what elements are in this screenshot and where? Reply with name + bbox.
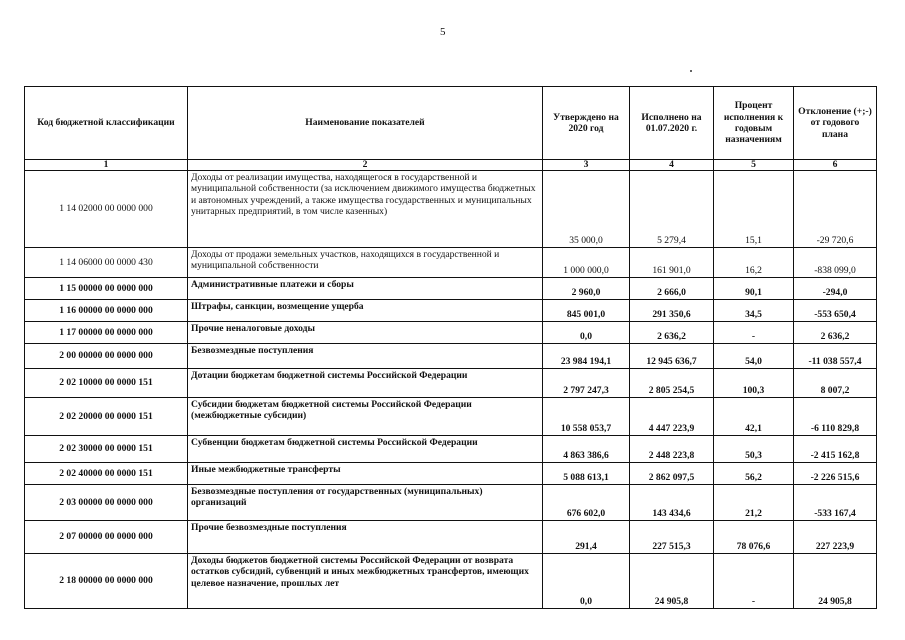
- column-number: 5: [714, 160, 794, 171]
- row-code: 2 02 40000 00 0000 151: [25, 463, 188, 485]
- row-executed: 227 515,3: [630, 521, 714, 554]
- row-percent: 34,5: [714, 300, 794, 322]
- row-executed: 143 434,6: [630, 485, 714, 521]
- row-code: 1 14 02000 00 0000 000: [25, 171, 188, 248]
- row-executed: 4 447 223,9: [630, 398, 714, 436]
- row-approved: 1 000 000,0: [543, 248, 630, 278]
- row-code: 2 07 00000 00 0000 000: [25, 521, 188, 554]
- row-deviation: -553 650,4: [794, 300, 877, 322]
- table-row: [25, 398, 877, 436]
- row-approved: 676 602,0: [543, 485, 630, 521]
- row-percent: 50,3: [714, 436, 794, 463]
- row-name: Доходы от продажи земельных участков, находящихся в государственной и муниципальной собственности: [188, 248, 543, 278]
- row-approved: 5 088 613,1: [543, 463, 630, 485]
- header-executed: Исполнено на 01.07.2020 г.: [630, 87, 714, 160]
- header-row: [25, 87, 877, 160]
- row-code: 1 16 00000 00 0000 000: [25, 300, 188, 322]
- header-code: Код бюджетной классификации: [25, 87, 188, 160]
- column-number: 6: [794, 160, 877, 171]
- table-row: [25, 463, 877, 485]
- row-name: Штрафы, санкции, возмещение ущерба: [188, 300, 543, 322]
- row-deviation: -29 720,6: [794, 171, 877, 248]
- row-code: 2 18 00000 00 0000 000: [25, 554, 188, 609]
- column-number: 3: [543, 160, 630, 171]
- row-name: Субвенции бюджетам бюджетной системы Российской Федерации: [188, 436, 543, 463]
- row-percent: 100,3: [714, 369, 794, 398]
- row-executed: 2 666,0: [630, 278, 714, 300]
- column-number: 1: [25, 160, 188, 171]
- row-code: 1 15 00000 00 0000 000: [25, 278, 188, 300]
- table-row: [25, 369, 877, 398]
- row-name: Безвозмездные поступления: [188, 344, 543, 369]
- row-executed: 291 350,6: [630, 300, 714, 322]
- row-approved: 291,4: [543, 521, 630, 554]
- row-approved: 10 558 053,7: [543, 398, 630, 436]
- header-approved: Утверждено на 2020 год: [543, 87, 630, 160]
- row-code: 2 02 10000 00 0000 151: [25, 369, 188, 398]
- row-deviation: 227 223,9: [794, 521, 877, 554]
- row-deviation: -294,0: [794, 278, 877, 300]
- row-deviation: -6 110 829,8: [794, 398, 877, 436]
- row-executed: 12 945 636,7: [630, 344, 714, 369]
- table-row: [25, 300, 877, 322]
- scan-speck: [690, 70, 692, 72]
- table-row: [25, 554, 877, 609]
- row-name: Административные платежи и сборы: [188, 278, 543, 300]
- row-name: Безвозмездные поступления от государственных (муниципальных) организаций: [188, 485, 543, 521]
- row-name: Иные межбюджетные трансферты: [188, 463, 543, 485]
- column-number-row: [25, 160, 877, 171]
- row-percent: -: [714, 322, 794, 344]
- row-deviation: -2 415 162,8: [794, 436, 877, 463]
- row-executed: 5 279,4: [630, 171, 714, 248]
- row-percent: 15,1: [714, 171, 794, 248]
- row-deviation: -2 226 515,6: [794, 463, 877, 485]
- header-deviation: Отклонение (+;-) от годового плана: [794, 87, 877, 160]
- table-row: [25, 521, 877, 554]
- row-deviation: -533 167,4: [794, 485, 877, 521]
- row-name: Дотации бюджетам бюджетной системы Российской Федерации: [188, 369, 543, 398]
- row-percent: 21,2: [714, 485, 794, 521]
- row-code: 2 02 20000 00 0000 151: [25, 398, 188, 436]
- page-number: 5: [440, 26, 446, 38]
- row-percent: 16,2: [714, 248, 794, 278]
- row-approved: 845 001,0: [543, 300, 630, 322]
- row-deviation: 2 636,2: [794, 322, 877, 344]
- row-percent: 54,0: [714, 344, 794, 369]
- row-name: Доходы бюджетов бюджетной системы Российской Федерации от возврата остатков субсидий, субвенций и иных межбюджетных трансфертов, имеющих целевое назначение, прошлых лет: [188, 554, 543, 609]
- row-approved: 0,0: [543, 322, 630, 344]
- row-code: 2 03 00000 00 0000 000: [25, 485, 188, 521]
- row-code: 1 17 00000 00 0000 000: [25, 322, 188, 344]
- table-row: [25, 171, 877, 248]
- row-executed: 24 905,8: [630, 554, 714, 609]
- row-deviation: -11 038 557,4: [794, 344, 877, 369]
- row-code: 2 02 30000 00 0000 151: [25, 436, 188, 463]
- row-executed: 161 901,0: [630, 248, 714, 278]
- row-deviation: 24 905,8: [794, 554, 877, 609]
- row-name: Прочие неналоговые доходы: [188, 322, 543, 344]
- row-percent: 90,1: [714, 278, 794, 300]
- row-executed: 2 448 223,8: [630, 436, 714, 463]
- row-name: Доходы от реализации имущества, находящегося в государственной и муниципальной собственности (за исключением движимого имущества бюджетных и автономных учреждений, а также имущества государственных и муниципальных унитарных предприятий, в том числе казенных): [188, 171, 543, 248]
- column-number: 2: [188, 160, 543, 171]
- table-row: [25, 344, 877, 369]
- row-code: 2 00 00000 00 0000 000: [25, 344, 188, 369]
- row-deviation: -838 099,0: [794, 248, 877, 278]
- table-row: [25, 436, 877, 463]
- table-row: [25, 322, 877, 344]
- table-row: [25, 278, 877, 300]
- row-percent: 56,2: [714, 463, 794, 485]
- row-percent: 42,1: [714, 398, 794, 436]
- header-name: Наименование показателей: [188, 87, 543, 160]
- row-name: Субсидии бюджетам бюджетной системы Российской Федерации (межбюджетные субсидии): [188, 398, 543, 436]
- row-approved: 0,0: [543, 554, 630, 609]
- row-approved: 4 863 386,6: [543, 436, 630, 463]
- row-executed: 2 805 254,5: [630, 369, 714, 398]
- row-executed: 2 636,2: [630, 322, 714, 344]
- row-percent: 78 076,6: [714, 521, 794, 554]
- table-row: [25, 248, 877, 278]
- row-code: 1 14 06000 00 0000 430: [25, 248, 188, 278]
- row-approved: 23 984 194,1: [543, 344, 630, 369]
- row-approved: 35 000,0: [543, 171, 630, 248]
- row-name: Прочие безвозмездные поступления: [188, 521, 543, 554]
- row-deviation: 8 007,2: [794, 369, 877, 398]
- row-approved: 2 797 247,3: [543, 369, 630, 398]
- row-percent: -: [714, 554, 794, 609]
- column-number: 4: [630, 160, 714, 171]
- table-row: [25, 485, 877, 521]
- budget-table: [24, 86, 877, 609]
- row-executed: 2 862 097,5: [630, 463, 714, 485]
- row-approved: 2 960,0: [543, 278, 630, 300]
- header-percent: Процент исполнения к годовым назначениям: [714, 87, 794, 160]
